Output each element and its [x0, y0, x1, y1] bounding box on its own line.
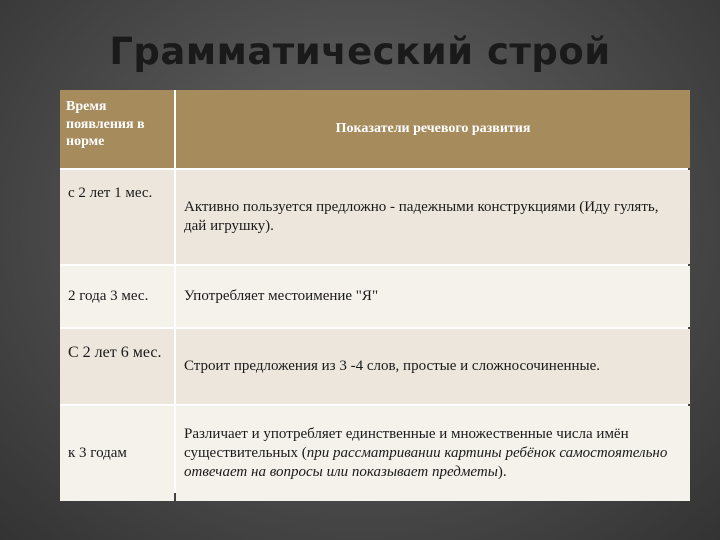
row-2-time: 2 года 3 мес.: [60, 266, 174, 327]
slide-title: Грамматический строй: [109, 30, 611, 73]
speech-development-table: [60, 90, 688, 493]
row-1-desc: [176, 170, 690, 264]
row-3-desc: Строит предложения из 3 -4 слов, простые и сложносочиненные.: [176, 329, 690, 404]
header-indicators: Показатели речевого развития: [176, 90, 690, 168]
row-4-desc-end: ).: [497, 463, 507, 480]
row-1-time: с 2 лет 1 мес.: [60, 170, 174, 264]
row-4-desc: [176, 406, 690, 501]
row-4-desc-text: [184, 425, 680, 481]
row-4-time: к 3 годам: [60, 406, 174, 501]
header-time: Время появления в норме: [60, 90, 174, 168]
row-4-desc-start: Различает и употребляет единственные и множественные числа имён существительных (: [184, 426, 629, 462]
row-1-desc-text: Активно пользуется предложно - падежными конструкциями (Иду гулять, дай игрушку).: [184, 199, 659, 234]
row-2-desc: Употребляет местоимение "Я": [176, 266, 690, 327]
row-4-desc-italic: при рассматривании картины ребёнок самостоятельно отвечает на вопросы или показывает предметы: [184, 445, 668, 480]
row-3-time: С 2 лет 6 мес.: [60, 329, 174, 404]
